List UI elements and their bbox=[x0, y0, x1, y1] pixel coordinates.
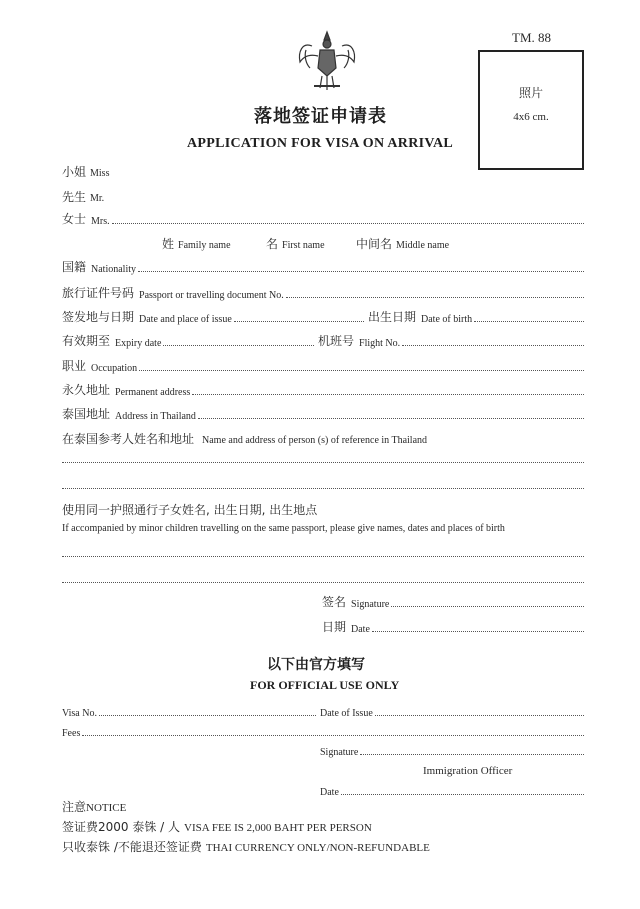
official-title-zh: 以下由官方填写 bbox=[267, 657, 365, 673]
reference-label: 在泰国参考人姓名和地址 Name and address of person (s) of reference in Thailand bbox=[62, 432, 428, 446]
title-mr: 先生 Mr. bbox=[62, 190, 105, 204]
title-en: APPLICATION FOR VISA ON ARRIVAL bbox=[187, 136, 454, 151]
children-line-2[interactable] bbox=[62, 582, 584, 583]
notice-title: 注意NOTICE bbox=[62, 800, 127, 814]
official-date-field[interactable]: Date bbox=[320, 782, 584, 798]
flight-field[interactable]: 机班号 Flight No. bbox=[318, 333, 584, 349]
family-name-label: 姓 Family name bbox=[162, 237, 231, 251]
reference-line-1[interactable] bbox=[62, 462, 584, 463]
issue-field[interactable]: 签发地与日期 Date and place of issue bbox=[62, 309, 364, 325]
photo-box bbox=[478, 50, 584, 170]
birth-field[interactable]: 出生日期 Date of birth bbox=[368, 309, 584, 325]
notice-fee: 签证费2000 泰铢 / 人 VISA FEE IS 2,000 BAHT PER PERSON bbox=[62, 820, 372, 834]
visa-no-field[interactable]: Visa No. bbox=[62, 703, 316, 719]
official-signature-field[interactable]: Signature bbox=[320, 742, 584, 758]
photo-label: 照片 bbox=[518, 86, 543, 100]
middle-name-label: 中间名 Middle name bbox=[356, 237, 450, 251]
signature-field[interactable]: 签名 Signature bbox=[322, 594, 584, 610]
expiry-field[interactable]: 有效期至 Expiry date bbox=[62, 333, 314, 349]
title-zh: 落地签证申请表 bbox=[254, 106, 387, 127]
form-code: TM. 88 bbox=[512, 30, 551, 45]
name-field[interactable] bbox=[112, 223, 584, 224]
photo-size: 4x6 cm. bbox=[513, 111, 549, 123]
reference-line-2[interactable] bbox=[62, 488, 584, 489]
passport-field[interactable]: 旅行证件号码 Passport or travelling document No. bbox=[62, 285, 584, 301]
children-label-en: If accompanied by minor children travelling on the same passport, please give names, dates and places of birth bbox=[62, 523, 505, 534]
occupation-field[interactable]: 职业 Occupation bbox=[62, 358, 584, 374]
immigration-officer-label: Immigration Officer bbox=[423, 765, 513, 777]
children-line-1[interactable] bbox=[62, 556, 584, 557]
date-field[interactable]: 日期 Date bbox=[322, 619, 584, 635]
notice-currency: 只收泰铢 /不能退还签证费 THAI CURRENCY ONLY/NON-REFUNDABLE bbox=[62, 840, 430, 854]
first-name-label: 名 First name bbox=[266, 237, 325, 251]
address-field[interactable]: 永久地址 Permanent address bbox=[62, 382, 584, 398]
fees-field[interactable]: Fees bbox=[62, 723, 584, 739]
official-title-en: FOR OFFICIAL USE ONLY bbox=[250, 678, 400, 692]
title-miss: 小姐 Miss bbox=[62, 165, 110, 179]
garuda-emblem-icon bbox=[292, 24, 362, 94]
title-mrs[interactable]: 女士 Mrs. bbox=[62, 211, 584, 227]
thai-address-field[interactable]: 泰国地址 Address in Thailand bbox=[62, 406, 584, 422]
children-label-zh: 使用同一护照通行子女姓名, 出生日期, 出生地点 bbox=[62, 503, 318, 517]
date-of-issue-field[interactable]: Date of Issue bbox=[320, 703, 584, 719]
nationality-field[interactable]: 国籍 Nationality bbox=[62, 259, 584, 275]
